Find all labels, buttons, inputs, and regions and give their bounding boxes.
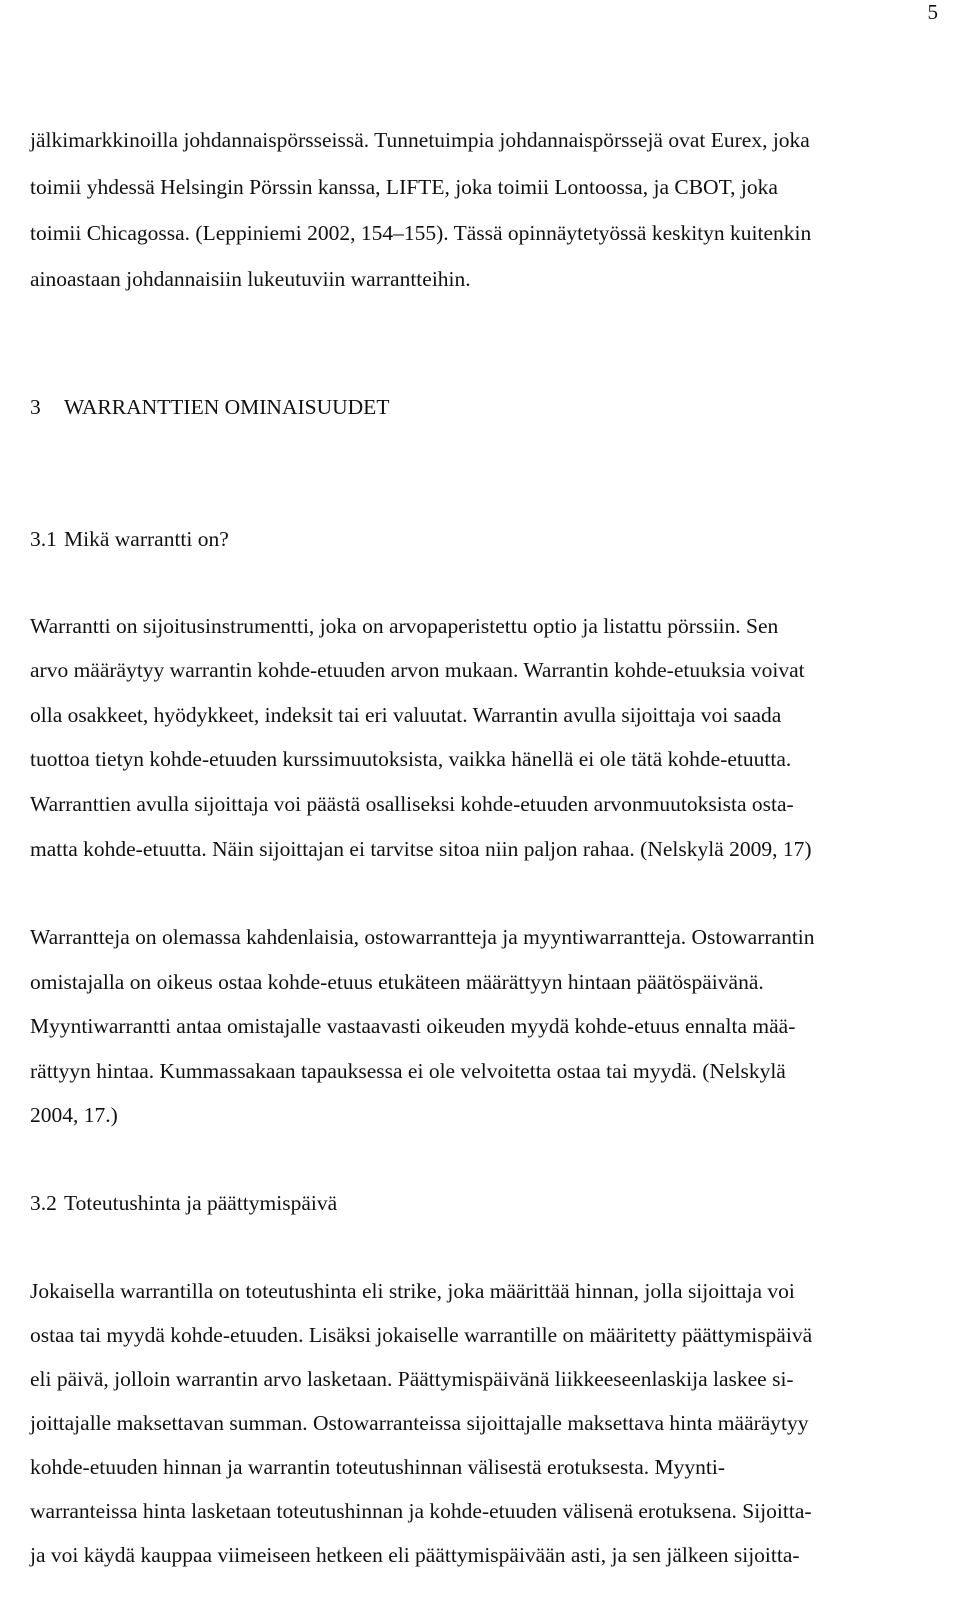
- text-line: ainoastaan johdannaisiin lukeutuviin warrantteihin.: [30, 267, 471, 291]
- section-heading: [30, 1190, 337, 1216]
- text-line: Warranttien avulla sijoittaja voi päästä osalliseksi kohde-etuuden arvonmuutoksista osta-: [30, 792, 794, 816]
- text-line: ostaa tai myydä kohde-etuuden. Lisäksi jokaiselle warrantille on määritetty päättymispäivä: [30, 1323, 813, 1347]
- page-number: 5: [927, 0, 938, 24]
- section-title: Mikä warrantti on?: [64, 527, 229, 551]
- section-heading: [30, 526, 229, 552]
- section-title: Toteutushinta ja päättymispäivä: [64, 1191, 338, 1215]
- text-line: olla osakkeet, hyödykkeet, indeksit tai eri valuutat. Warrantin avulla sijoittaja voi saada: [30, 703, 782, 727]
- text-line: ja voi käydä kauppaa viimeiseen hetkeen eli päättymispäivään asti, ja sen jälkeen sijoitta-: [30, 1543, 800, 1567]
- text-line: 2004, 17.): [30, 1103, 118, 1127]
- chapter-number: 3: [30, 395, 41, 419]
- text-line: Myyntiwarrantti antaa omistajalle vastaavasti oikeuden myydä kohde-etuus ennalta mää-: [30, 1014, 796, 1038]
- text-line: omistajalla on oikeus ostaa kohde-etuus etukäteen määrättyyn hintaan päätöspäivänä.: [30, 970, 764, 994]
- text-line: Jokaisella warrantilla on toteutushinta eli strike, joka määrittää hinnan, jolla sijoittaja voi: [30, 1279, 795, 1303]
- text-line: kohde-etuuden hinnan ja warrantin toteutushinnan välisestä erotuksesta. Myynti-: [30, 1455, 725, 1479]
- text-line: Warrantteja on olemassa kahdenlaisia, ostowarrantteja ja myyntiwarrantteja. Ostowarrantin: [30, 925, 815, 949]
- text-line: toimii yhdessä Helsingin Pörssin kanssa, LIFTE, joka toimii Lontoossa, ja CBOT, joka: [30, 175, 778, 199]
- text-line: eli päivä, jolloin warrantin arvo lasketaan. Päättymispäivänä liikkeeseenlaskija laskee si-: [30, 1367, 794, 1391]
- text-line: warranteissa hinta lasketaan toteutushinnan ja kohde-etuuden välisenä erotuksena. Sijoitta-: [30, 1499, 812, 1523]
- section-number: 3.1: [30, 527, 57, 551]
- text-line: Warrantti on sijoitusinstrumentti, joka on arvopaperistettu optio ja listattu pörssiin. Sen: [30, 614, 779, 638]
- text-line: arvo määräytyy warrantin kohde-etuuden arvon mukaan. Warrantin kohde-etuuksia voivat: [30, 658, 805, 682]
- chapter-heading: [30, 394, 389, 420]
- text-line: rättyyn hintaa. Kummassakaan tapauksessa ei ole velvoitetta ostaa tai myydä. (Nelskylä: [30, 1059, 786, 1083]
- chapter-title: WARRANTTIEN OMINAISUUDET: [64, 395, 390, 419]
- text-line: matta kohde-etuutta. Näin sijoittajan ei tarvitse sitoa niin paljon rahaa. (Nelskylä 2009, 17): [30, 837, 812, 861]
- text-line: joittajalle maksettavan summan. Ostowarranteissa sijoittajalle maksettava hinta määräytyy: [30, 1411, 809, 1435]
- text-line: jälkimarkkinoilla johdannaispörsseissä. Tunnetuimpia johdannaispörssejä ovat Eurex, joka: [30, 128, 810, 152]
- text-line: toimii Chicagossa. (Leppiniemi 2002, 154–155). Tässä opinnäytetyössä keskityn kuitenkin: [30, 221, 812, 245]
- section-number: 3.2: [30, 1191, 57, 1215]
- text-line: tuottoa tietyn kohde-etuuden kurssimuutoksista, vaikka hänellä ei ole tätä kohde-etuutta.: [30, 747, 792, 771]
